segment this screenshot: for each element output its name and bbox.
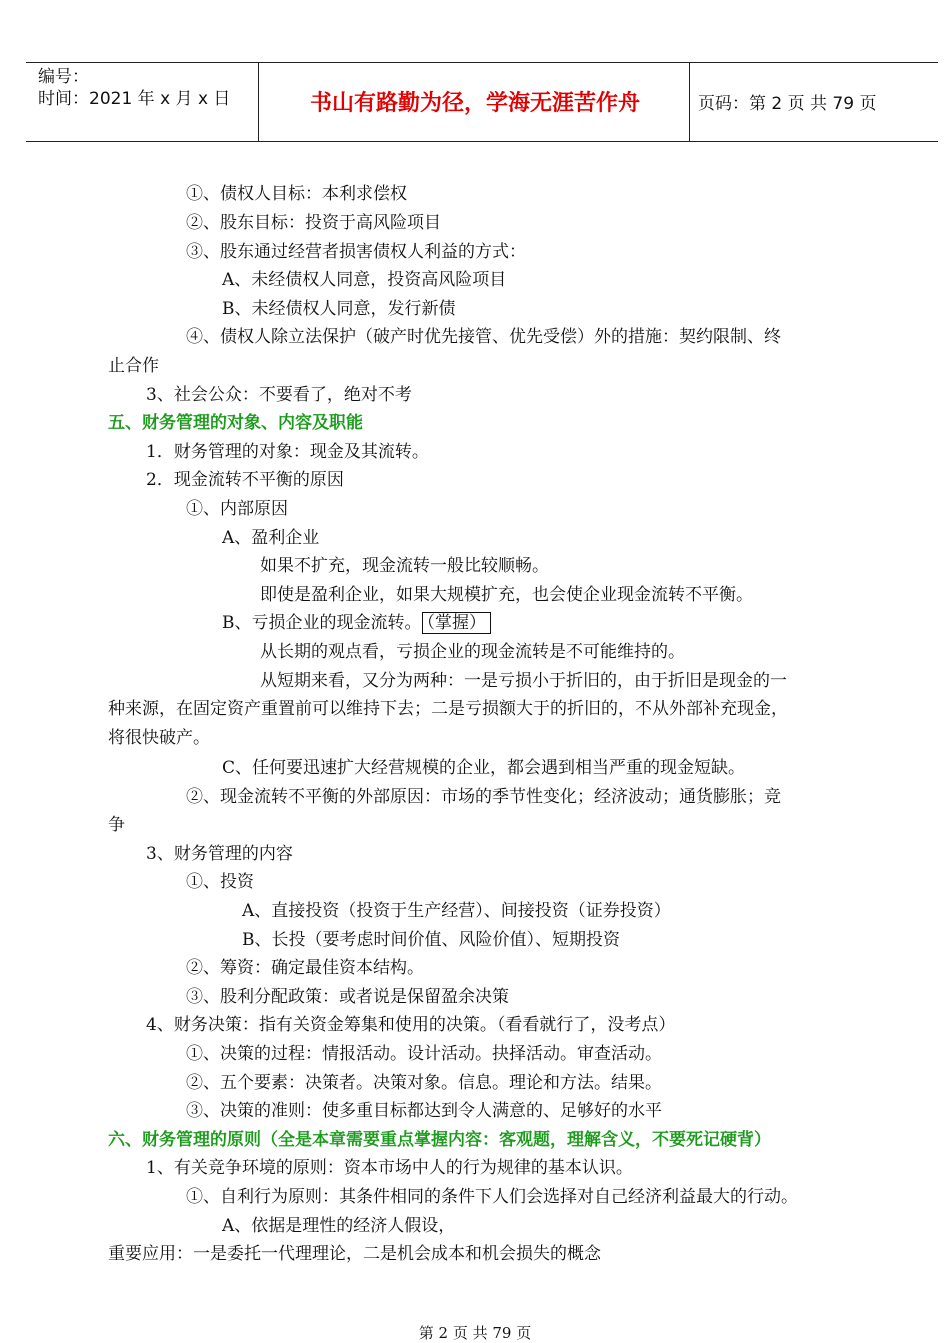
text-line: ②、五个要素：决策者。决策对象。信息。理论和方法。结果。 xyxy=(186,1073,662,1093)
text-line: 争 xyxy=(108,815,125,835)
text-line: B、未经债权人同意，发行新债 xyxy=(222,299,456,319)
header-bottom-border xyxy=(26,141,938,142)
header-number-label: 编号： xyxy=(38,67,89,87)
text-line: 将很快破产。 xyxy=(108,728,210,748)
text-line: ③、股东通过经营者损害债权人利益的方式： xyxy=(186,242,526,262)
section-heading: 五、财务管理的对象、内容及职能 xyxy=(108,413,363,433)
text-line: 种来源，在固定资产重置前可以维持下去；二是亏损额大于的折旧的，不从外部补充现金， xyxy=(108,699,788,719)
text-line: 从短期来看，又分为两种：一是亏损小于折旧的，由于折旧是现金的一 xyxy=(260,671,787,691)
page-footer: 第 2 页 共 79 页 xyxy=(418,1324,532,1342)
text-line: A、直接投资（投资于生产经营）、间接投资（证券投资） xyxy=(242,901,671,921)
text-line: ①、债权人目标：本利求偿权 xyxy=(186,184,407,204)
text-line: ②、现金流转不平衡的外部原因：市场的季节性变化；经济波动；通货膨胀；竞 xyxy=(186,787,781,807)
text-line: ④、债权人除立法保护（破产时优先接管、优先受偿）外的措施：契约限制、终 xyxy=(186,327,781,347)
text-line: 3、财务管理的内容 xyxy=(146,844,293,864)
text-line: 如果不扩充，现金流转一般比较顺畅。 xyxy=(260,556,549,576)
text-line: 从长期的观点看，亏损企业的现金流转是不可能维持的。 xyxy=(260,642,685,662)
header-page-info: 页码：第 2 页 共 79 页 xyxy=(698,94,877,114)
section-heading: 六、财务管理的原则（全是本章需要重点掌握内容：客观题，理解含义，不要死记硬背） xyxy=(108,1130,771,1150)
emphasis-tag: （掌握） xyxy=(422,612,492,634)
text-line: 止合作 xyxy=(108,356,159,376)
text-line: 重要应用：一是委托一代理理论，二是机会成本和机会损失的概念 xyxy=(108,1244,601,1264)
header-meta xyxy=(38,66,230,110)
text-line: ①、自利行为原则：其条件相同的条件下人们会选择对自己经济利益最大的行动。 xyxy=(186,1187,798,1207)
header-top-border xyxy=(26,62,938,63)
page-header xyxy=(26,62,938,142)
text-line: ②、筹资：确定最佳资本结构。 xyxy=(186,958,424,978)
text-line: 4、财务决策：指有关资金筹集和使用的决策。（看看就行了，没考点） xyxy=(146,1015,676,1035)
text-line: A、依据是理性的经济人假设， xyxy=(222,1216,456,1236)
text-line: 1．财务管理的对象：现金及其流转。 xyxy=(146,442,429,462)
text-line: ①、决策的过程：情报活动。设计活动。抉择活动。审查活动。 xyxy=(186,1044,662,1064)
text-line: 1、有关竞争环境的原则：资本市场中人的行为规律的基本认识。 xyxy=(146,1158,633,1178)
text-line: C、任何要迅速扩大经营规模的企业，都会遇到相当严重的现金短缺。 xyxy=(222,758,746,778)
text-line: 2．现金流转不平衡的原因 xyxy=(146,470,344,490)
text-line: ③、股利分配政策：或者说是保留盈余决策 xyxy=(186,987,509,1007)
header-motto: 书山有路勤为径，学海无涯苦作舟 xyxy=(309,91,640,116)
text-line: ①、投资 xyxy=(186,872,254,892)
header-date-label: 时间：2021 年 x 月 x 日 xyxy=(38,89,231,109)
text-line: ①、内部原因 xyxy=(186,499,288,519)
text-line: B、长投（要考虑时间价值、风险价值）、短期投资 xyxy=(242,930,620,950)
text-line xyxy=(222,611,491,635)
text-line: ②、股东目标：投资于高风险项目 xyxy=(186,213,441,233)
text-line-main: B、亏损企业的现金流转。 xyxy=(222,613,422,633)
text-line: A、盈利企业 xyxy=(222,528,320,548)
header-divider-1 xyxy=(258,62,259,142)
text-line: 即使是盈利企业，如果大规模扩充，也会使企业现金流转不平衡。 xyxy=(260,585,753,605)
text-line: ③、决策的准则：使多重目标都达到令人满意的、足够好的水平 xyxy=(186,1101,662,1121)
text-line: A、未经债权人同意，投资高风险项目 xyxy=(222,270,507,290)
text-line: 3、社会公众：不要看了，绝对不考 xyxy=(146,385,412,405)
